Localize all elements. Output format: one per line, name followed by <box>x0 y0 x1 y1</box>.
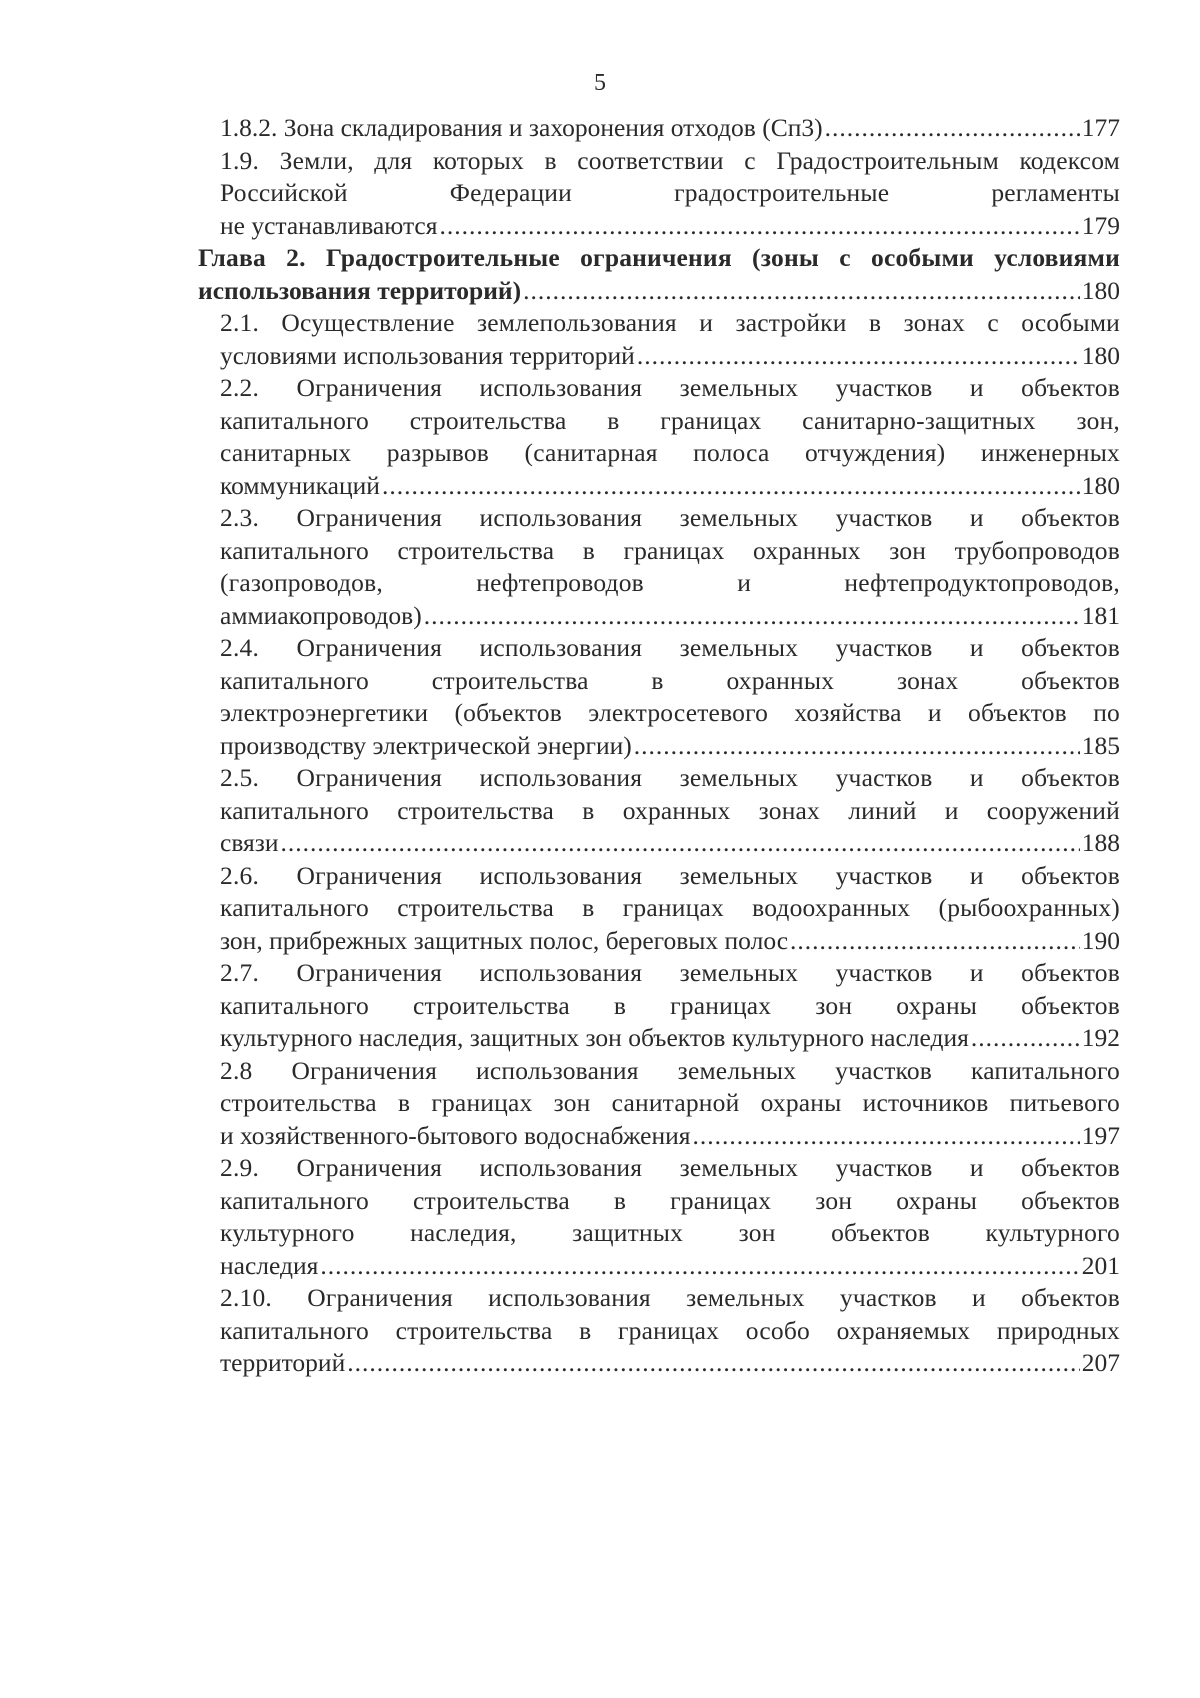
toc-entry-line: 2.5. Ограничения использования земельных участков и объектов <box>220 763 1120 792</box>
dot-leader <box>280 827 1079 860</box>
toc-entry-line: 2.2. Ограничения использования земельных участков и объектов <box>220 373 1120 402</box>
toc-entry[interactable] <box>198 502 1120 632</box>
toc-entry-line: 2.6. Ограничения использования земельных участков и объектов <box>220 860 1120 890</box>
dot-leader <box>693 1120 1080 1153</box>
toc-entry[interactable] <box>198 1282 1120 1380</box>
toc-entry-line: строительства в границах зон санитарной охраны источников питьевого <box>220 1088 1120 1117</box>
toc-page-number: 177 <box>1081 113 1120 142</box>
dot-leader <box>439 210 1079 243</box>
toc-entry-last-line <box>220 340 1120 373</box>
toc-entry-title: культурного наследия, защитных зон объектов культурного наследия <box>220 1023 969 1052</box>
toc-entry-line: капитального строительства в границах зон охраны объектов <box>220 990 1120 1020</box>
toc-entry-line: капитального строительства в границах водоохранных (рыбоохранных) <box>220 893 1120 922</box>
toc-entry-last-line <box>220 1120 1120 1153</box>
toc-entry-line: Глава 2. Градостроительные ограничения (зоны с особыми условиями <box>198 243 1120 272</box>
toc-entry-line: 2.4. Ограничения использования земельных участков и объектов <box>220 633 1120 662</box>
toc-entry-last-line <box>220 827 1120 860</box>
toc-entry-title: производству электрической энергии) <box>220 730 632 760</box>
toc-entry-last-line <box>220 210 1120 243</box>
toc-entry-last-line <box>198 275 1120 308</box>
toc-entry-line: культурного наследия, защитных зон объектов культурного <box>220 1218 1120 1247</box>
dot-leader <box>347 1347 1080 1380</box>
toc-page-number: 180 <box>1081 275 1120 305</box>
toc-entry-title: 1.8.2. Зона складирования и захоронения отходов (Сп3) <box>220 113 823 142</box>
toc-entry-title: связи <box>220 828 279 857</box>
toc-entry-last-line <box>220 925 1120 958</box>
toc-entry[interactable] <box>198 957 1120 1055</box>
toc-page-number: 185 <box>1081 730 1120 760</box>
toc-entry-line: 2.10. Ограничения использования земельных участков и объектов <box>220 1283 1120 1312</box>
dot-leader <box>424 600 1080 633</box>
toc-entry-last-line <box>220 470 1120 503</box>
toc-entry-line: электроэнергетики (объектов электросетевого хозяйства и объектов по <box>220 698 1120 727</box>
toc-page-number: 188 <box>1081 828 1120 857</box>
toc-entry-line: капитального строительства в границах зон охраны объектов <box>220 1185 1120 1215</box>
toc-entry-title: аммиакопроводов) <box>220 600 422 630</box>
dot-leader <box>790 925 1080 958</box>
toc-entry[interactable] <box>198 1152 1120 1282</box>
toc-entry-line: (газопроводов, нефтепроводов и нефтепродуктопроводов, <box>220 568 1120 597</box>
toc-entry-line: капитального строительства в границах охранных зон трубопроводов <box>220 535 1120 565</box>
toc-entry[interactable] <box>198 860 1120 958</box>
dot-leader <box>637 340 1080 373</box>
toc-entry-line: санитарных разрывов (санитарная полоса отчуждения) инженерных <box>220 438 1120 467</box>
table-of-contents <box>198 112 1120 1380</box>
toc-entry-line: 1.9. Земли, для которых в соответствии с Градостроительным кодексом <box>220 145 1120 175</box>
toc-entry-last-line <box>220 112 1120 145</box>
toc-entry-last-line <box>220 1022 1120 1055</box>
dot-leader <box>634 730 1080 763</box>
page-number: 5 <box>594 70 606 96</box>
toc-entry-title: использования территорий) <box>198 275 522 305</box>
dot-leader <box>971 1022 1080 1055</box>
toc-entry-title: зон, прибрежных защитных полос, береговых полос <box>220 925 789 955</box>
toc-entry-title: не устанавливаются <box>220 210 438 240</box>
dot-leader <box>523 275 1080 308</box>
toc-entry[interactable] <box>198 307 1120 372</box>
toc-page-number: 180 <box>1081 340 1120 370</box>
toc-entry-line: Российской Федерации градостроительные регламенты <box>220 178 1120 207</box>
toc-entry[interactable] <box>198 1055 1120 1153</box>
toc-entry-title: наследия <box>220 1250 319 1280</box>
toc-entry[interactable] <box>198 762 1120 860</box>
toc-entry-last-line <box>220 1347 1120 1380</box>
toc-entry[interactable] <box>198 145 1120 243</box>
toc-entry-title: и хозяйственного-бытового водоснабжения <box>220 1120 691 1150</box>
dot-leader <box>320 1250 1079 1283</box>
toc-entry[interactable] <box>198 372 1120 502</box>
toc-entry-line: 2.1. Осуществление землепользования и застройки в зонах с особыми <box>220 308 1120 337</box>
toc-page-number: 180 <box>1081 470 1120 500</box>
toc-entry-last-line <box>220 1250 1120 1283</box>
toc-entry-line: 2.3. Ограничения использования земельных участков и объектов <box>220 503 1120 532</box>
toc-page-number: 181 <box>1081 600 1120 630</box>
toc-page-number: 179 <box>1081 210 1120 240</box>
toc-page-number: 197 <box>1081 1120 1120 1150</box>
toc-entry-line: капитального строительства в границах особо охраняемых природных <box>220 1315 1120 1345</box>
dot-leader <box>382 470 1080 503</box>
toc-entry-title: территорий <box>220 1348 346 1377</box>
toc-page-number: 192 <box>1081 1023 1120 1052</box>
toc-entry-line: 2.7. Ограничения использования земельных участков и объектов <box>220 958 1120 987</box>
toc-page-number: 190 <box>1081 925 1120 955</box>
toc-page-number: 201 <box>1081 1250 1120 1280</box>
toc-entry-line: 2.9. Ограничения использования земельных участков и объектов <box>220 1153 1120 1182</box>
toc-entry-title: коммуникаций <box>220 470 380 500</box>
toc-entry-title: условиями использования территорий <box>220 340 635 370</box>
toc-entry-line: 2.8 Ограничения использования земельных участков капитального <box>220 1055 1120 1085</box>
toc-entry[interactable] <box>198 112 1120 145</box>
toc-entry-last-line <box>220 730 1120 763</box>
toc-chapter-entry[interactable] <box>198 242 1120 307</box>
toc-page-number: 207 <box>1081 1348 1120 1377</box>
toc-entry-line: капитального строительства в охранных зонах линий и сооружений <box>220 795 1120 825</box>
dot-leader <box>825 112 1080 145</box>
toc-entry-line: капитального строительства в границах санитарно-защитных зон, <box>220 405 1120 435</box>
toc-entry[interactable] <box>198 632 1120 762</box>
toc-entry-line: капитального строительства в охранных зонах объектов <box>220 665 1120 695</box>
toc-entry-last-line <box>220 600 1120 633</box>
